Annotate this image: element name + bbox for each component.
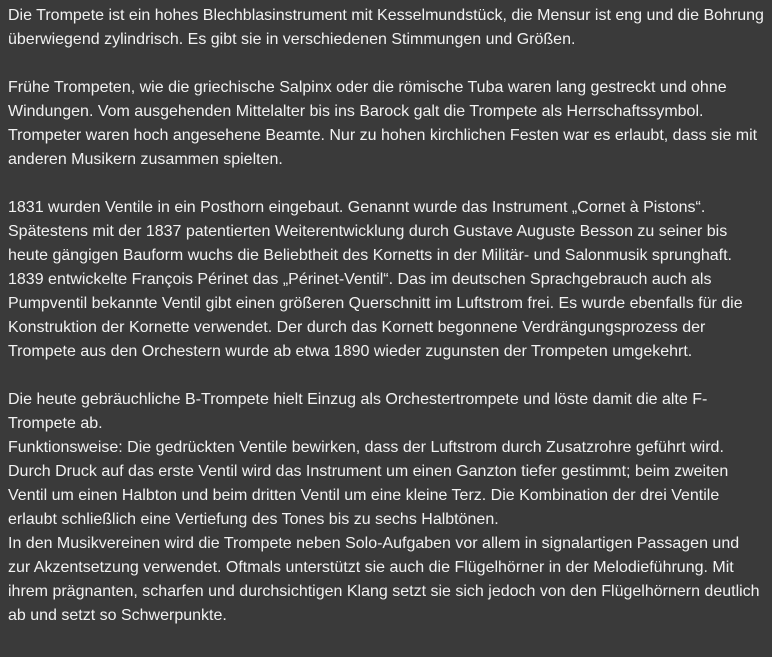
paragraph-music-clubs: In den Musikvereinen wird die Trompete neben Solo-Aufgaben vor allem in signalartigen Passagen und zur Akzentsetzung verwendet. Oftmals unterstützt sie auch die Flügelhörner in der Melodieführung. Mit ihrem prägnanten, scharfen und durchsichtigen Klang setzt sie sich jedoch von den Flügelhörnern deutlich ab und setzt so Schwerpunkte. xyxy=(8,535,760,624)
paragraph-valves-cornet: 1831 wurden Ventile in ein Posthorn eingebaut. Genannt wurde das Instrument „Cornet à Pistons“. Spätestens mit der 1837 patentierten Weiterentwicklung durch Gustave Auguste Besson zu seiner bis heute gängigen Bauform wuchs die Beliebtheit des Kornetts in der Militär- und Salonmusik sprunghaft. 1839 entwickelte François Périnet das „Périnet-Ventil“. Das im deutschen Sprachgebrauch auch als Pumpventil bekannte Ventil gibt einen größeren Querschnitt im Luftstrom frei. Es wurde ebenfalls für die Konstruktion der Kornette verwendet. Der durch das Kornett begonnene Verdrängungsprozess der Trompete aus den Orchestern wurde ab etwa 1890 wieder zugunsten der Trompeten umgekehrt. xyxy=(8,199,743,360)
paragraph-intro: Die Trompete ist ein hohes Blechblasinstrument mit Kesselmundstück, die Mensur ist eng und die Bohrung überwiegend zylindrisch. Es gibt sie in verschiedenen Stimmungen und Größen. xyxy=(8,7,764,48)
paragraph-b-trumpet: Die heute gebräuchliche B-Trompete hielt Einzug als Orchestertrompete und löste damit die alte F-Trompete ab. xyxy=(8,391,708,432)
paragraph-early-history: Frühe Trompeten, wie die griechische Salpinx oder die römische Tuba waren lang gestreckt und ohne Windungen. Vom ausgehenden Mittelalter bis ins Barock galt die Trompete als Herrschaftssymbol. Trompeter waren hoch angesehene Beamte. Nur zu hohen kirchlichen Festen war es erlaubt, dass sie mit anderen Musikern zusammen spielten. xyxy=(8,79,758,168)
paragraph-function: Funktionsweise: Die gedrückten Ventile bewirken, dass der Luftstrom durch Zusatzrohre geführt wird. Durch Druck auf das erste Ventil wird das Instrument um einen Ganzton tiefer gestimmt; beim zweiten Ventil um einen Halbton und beim dritten Ventil um eine kleine Terz. Die Kombination der drei Ventile erlaubt schließlich eine Vertiefung des Tones bis zu sechs Halbtönen. xyxy=(8,439,729,528)
